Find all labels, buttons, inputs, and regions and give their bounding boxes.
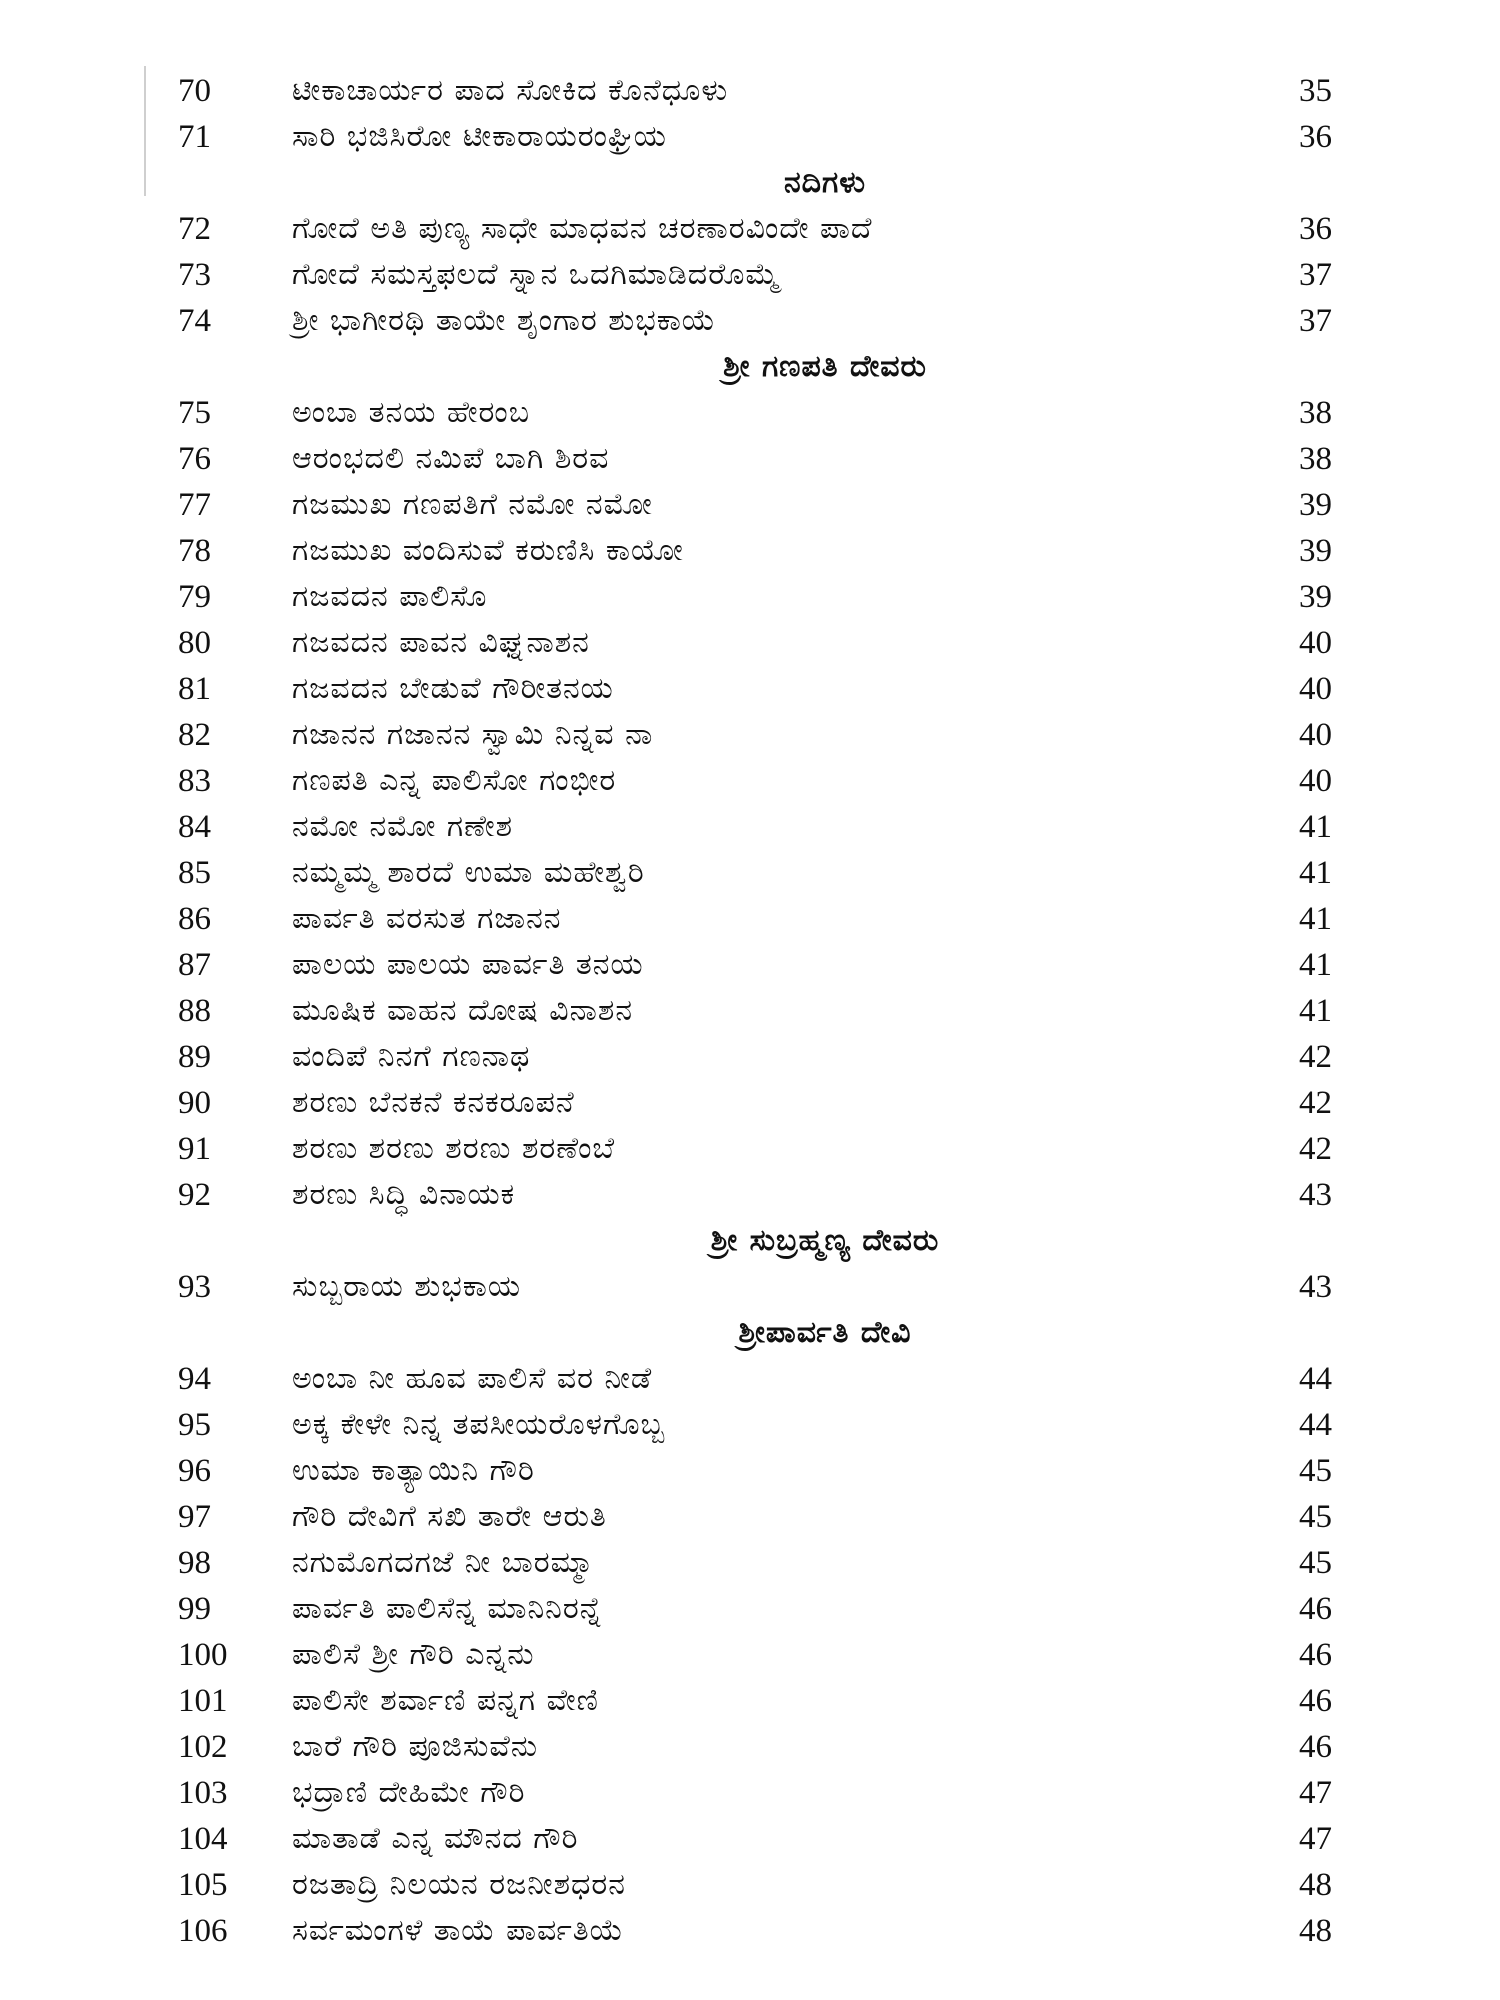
- entry-page: 45: [1299, 1499, 1332, 1535]
- toc-entry: [0, 68, 1500, 114]
- entry-page: 40: [1299, 625, 1332, 661]
- entry-page: 44: [1299, 1361, 1332, 1397]
- entry-number: 94: [178, 1361, 211, 1397]
- entry-title: ಆರಂಭದಲಿ ನಮಿಪೆ ಬಾಗಿ ಶಿರವ: [292, 441, 610, 476]
- toc-entry: [0, 1678, 1500, 1724]
- entry-title: ನಮೋ ನಮೋ ಗಣೇಶ: [292, 809, 514, 844]
- toc-entry: [0, 252, 1500, 298]
- entry-number: 71: [178, 119, 211, 155]
- entry-number: 82: [178, 717, 211, 753]
- entry-title: ಗಜಮುಖ ಗಣಪತಿಗೆ ನಮೋ ನಮೋ: [292, 487, 653, 522]
- entry-title: ಗಜವದನ ಪಾವನ ವಿಘ್ನನಾಶನ: [292, 625, 590, 660]
- entry-title: ಪಾಲಿಸೆ ಶ್ರೀ ಗೌರಿ ಎನ್ನನು: [292, 1637, 535, 1672]
- entry-page: 43: [1299, 1269, 1332, 1305]
- entry-page: 46: [1299, 1729, 1332, 1765]
- entry-title: ಗಜವದನ ಪಾಲಿಸೊ: [292, 579, 488, 614]
- toc-entry: [0, 1954, 1500, 2000]
- entry-title: ಶರಣು ಶರಣು ಶರಣು ಶರಣೆಂಬೆ: [292, 1131, 616, 1166]
- entry-page: 41: [1299, 855, 1332, 891]
- entry-number: 90: [178, 1085, 211, 1121]
- entry-title: ಅಕ್ಕ ಕೇಳೇ ನಿನ್ನ ತಪಸೀಯರೊಳಗೊಬ್ಬ: [292, 1407, 666, 1442]
- entry-number: 78: [178, 533, 211, 569]
- entry-number: 86: [178, 901, 211, 937]
- entry-page: 45: [1299, 1453, 1332, 1489]
- toc-entry: [0, 1540, 1500, 1586]
- toc-entry: [0, 482, 1500, 528]
- entry-number: 100: [178, 1637, 228, 1673]
- entry-page: 41: [1299, 993, 1332, 1029]
- entry-number: 81: [178, 671, 211, 707]
- toc-entry: [0, 1402, 1500, 1448]
- entry-page: 36: [1299, 211, 1332, 247]
- toc-entry: [0, 1586, 1500, 1632]
- entry-title: ಸಾರಿ ಭಜಿಸಿರೋ ಟೀಕಾರಾಯರಂಘ್ರಿಯ: [292, 119, 667, 154]
- entry-page: 45: [1299, 1545, 1332, 1581]
- section-heading: ಶ್ರೀ ಸುಬ್ರಹ್ಮಣ್ಯ ದೇವರು: [710, 1223, 940, 1258]
- toc-entry: [0, 1632, 1500, 1678]
- entry-title: ನಗುಮೊಗದಗಜೆ ನೀ ಬಾರಮ್ಮಾ: [292, 1545, 595, 1580]
- entry-title: ವಂದಿಪೆ ನಿನಗೆ ಗಣನಾಥ: [292, 1039, 531, 1074]
- entry-number: 97: [178, 1499, 211, 1535]
- toc-entry: [0, 1862, 1500, 1908]
- entry-title: ನಮ್ಮಮ್ಮ ಶಾರದೆ ಉಮಾ ಮಹೇಶ್ವರಿ: [292, 855, 645, 890]
- toc-entry: [0, 528, 1500, 574]
- entry-number: 77: [178, 487, 211, 523]
- toc-entry: [0, 988, 1500, 1034]
- entry-title: ಉಮಾ ಕಾತ್ಯಾಯಿನಿ ಗೌರಿ: [292, 1453, 535, 1488]
- entry-number: 104: [178, 1821, 228, 1857]
- entry-number: 96: [178, 1453, 211, 1489]
- entry-page: 37: [1299, 257, 1332, 293]
- entry-number: 87: [178, 947, 211, 983]
- entry-number: 89: [178, 1039, 211, 1075]
- entry-number: 84: [178, 809, 211, 845]
- entry-number: 102: [178, 1729, 228, 1765]
- entry-page: 48: [1299, 1913, 1332, 1949]
- entry-title: ಶ್ರೀ ಭಾಗೀರಥಿ ತಾಯೇ ಶೃಂಗಾರ ಶುಭಕಾಯೆ: [292, 303, 717, 338]
- entry-page: 47: [1299, 1821, 1332, 1857]
- entry-number: 70: [178, 73, 211, 109]
- entry-title: ಮಾತಾಡೆ ಎನ್ನ ಮೌನದ ಗೌರಿ: [292, 1821, 579, 1856]
- toc-entry: [0, 114, 1500, 160]
- entry-number: 91: [178, 1131, 211, 1167]
- entry-title: ಶರಣು ಬೆನಕನೆ ಕನಕರೂಪನೆ: [292, 1085, 575, 1120]
- entry-title: ಗೌರಿ ದೇವಿಗೆ ಸಖಿ ತಾರೇ ಆರುತಿ: [292, 1499, 607, 1534]
- toc-entry: [0, 1034, 1500, 1080]
- entry-title: ಬಾರೆ ಗೌರಿ ಪೂಜಿಸುವೆನು: [292, 1729, 539, 1764]
- entry-title: ಅಂಬಾ ತನಯ ಹೇರಂಬ: [292, 395, 531, 430]
- toc-entry: [0, 1448, 1500, 1494]
- entry-number: 74: [178, 303, 211, 339]
- entry-page: 44: [1299, 1407, 1332, 1443]
- entry-number: 101: [178, 1683, 228, 1719]
- toc-entry: [0, 1126, 1500, 1172]
- entry-page: 42: [1299, 1131, 1332, 1167]
- entry-page: 39: [1299, 579, 1332, 615]
- entry-page: 46: [1299, 1637, 1332, 1673]
- toc-entry: [0, 1264, 1500, 1310]
- entry-page: 46: [1299, 1591, 1332, 1627]
- toc-entry: [0, 1816, 1500, 1862]
- entry-title: ಸುಬ್ಬರಾಯ ಶುಭಕಾಯ: [292, 1269, 522, 1304]
- toc-entry: [0, 758, 1500, 804]
- entry-title: ಪಾಲಯ ಪಾಲಯ ಪಾರ್ವತಿ ತನಯ: [292, 947, 644, 982]
- toc-entry: [0, 390, 1500, 436]
- toc-entry: [0, 1908, 1500, 1954]
- section-heading: ಶ್ರೀಪಾರ್ವತಿ ದೇವಿ: [738, 1315, 912, 1350]
- toc-entry: [0, 1494, 1500, 1540]
- entry-number: 72: [178, 211, 211, 247]
- entry-number: 106: [178, 1913, 228, 1949]
- entry-page: 41: [1299, 901, 1332, 937]
- entry-page: 40: [1299, 763, 1332, 799]
- entry-title: ಪಾರ್ವತಿ ವರಸುತ ಗಜಾನನ: [292, 901, 562, 936]
- entry-page: 48: [1299, 1867, 1332, 1903]
- entry-number: 99: [178, 1591, 211, 1627]
- entry-page: 39: [1299, 487, 1332, 523]
- entry-title: ಮೂಷಿಕ ವಾಹನ ದೋಷ ವಿನಾಶನ: [292, 993, 633, 1028]
- entry-number: 93: [178, 1269, 211, 1305]
- entry-number: 80: [178, 625, 211, 661]
- entry-page: 40: [1299, 671, 1332, 707]
- entry-page: 42: [1299, 1039, 1332, 1075]
- toc-entry: [0, 1356, 1500, 1402]
- toc-entry: [0, 1770, 1500, 1816]
- toc-entry: [0, 896, 1500, 942]
- entry-title: ಟೀಕಾಚಾರ್ಯರ ಪಾದ ಸೋಕಿದ ಕೊನೆಧೂಳು: [292, 73, 729, 108]
- entry-number: 76: [178, 441, 211, 477]
- entry-number: 92: [178, 1177, 211, 1213]
- entry-title: ಗಜಮುಖ ವಂದಿಸುವೆ ಕರುಣಿಸಿ ಕಾಯೋ: [292, 533, 684, 568]
- entry-page: 42: [1299, 1085, 1332, 1121]
- entry-number: 95: [178, 1407, 211, 1443]
- entry-number: 75: [178, 395, 211, 431]
- entry-number: 88: [178, 993, 211, 1029]
- toc-entry: [0, 804, 1500, 850]
- entry-title: ಶರಣು ಸಿದ್ಧಿ ವಿನಾಯಕ: [292, 1177, 516, 1212]
- toc-entry: [0, 1080, 1500, 1126]
- entry-number: 79: [178, 579, 211, 615]
- entry-number: 103: [178, 1775, 228, 1811]
- entry-page: 37: [1299, 303, 1332, 339]
- entry-number: 85: [178, 855, 211, 891]
- entry-title: ಗಜವದನ ಬೇಡುವೆ ಗೌರೀತನಯ: [292, 671, 614, 706]
- entry-title: ಪಾಲಿಸೇ ಶರ್ವಾಣಿ ಪನ್ನಗ ವೇಣಿ: [292, 1683, 599, 1718]
- table-of-contents: [0, 68, 1500, 2000]
- entry-title: ಗಜಾನನ ಗಜಾನನ ಸ್ವಾಮಿ ನಿನ್ನವ ನಾ: [292, 717, 654, 752]
- entry-page: 41: [1299, 809, 1332, 845]
- toc-entry: [0, 1172, 1500, 1218]
- entry-title: ಗೋದೆ ಸಮಸ್ತಫಲದೆ ಸ್ನಾನ ಒದಗಿಮಾಡಿದರೊಮ್ಮೆ: [292, 257, 781, 292]
- entry-page: 41: [1299, 947, 1332, 983]
- section-heading: ಶ್ರೀ ಗಣಪತಿ ದೇವರು: [723, 349, 927, 384]
- entry-page: 38: [1299, 441, 1332, 477]
- entry-page: 46: [1299, 1683, 1332, 1719]
- entry-title: ಪಾರ್ವತಿ ಪಾಲಿಸೆನ್ನ ಮಾನಿನಿರನ್ನೆ: [292, 1591, 603, 1626]
- entry-number: 73: [178, 257, 211, 293]
- toc-entry: [0, 574, 1500, 620]
- toc-entry: [0, 620, 1500, 666]
- entry-page: 40: [1299, 717, 1332, 753]
- entry-title: ಅಂಬಾ ನೀ ಹೂವ ಪಾಲಿಸೆ ವರ ನೀಡೆ: [292, 1361, 653, 1396]
- toc-entry: [0, 712, 1500, 758]
- entry-number: 83: [178, 763, 211, 799]
- toc-entry: [0, 1724, 1500, 1770]
- toc-entry: [0, 666, 1500, 712]
- entry-title: ರಜತಾದ್ರಿ ನಿಲಯನ ರಜನೀಶಧರನ: [292, 1867, 626, 1902]
- entry-number: 98: [178, 1545, 211, 1581]
- entry-title: ಗೋದೆ ಅತಿ ಪುಣ್ಯ ಸಾಧೇ ಮಾಧವನ ಚರಣಾರವಿಂದೇ ಪಾದೆ: [292, 211, 873, 246]
- entry-page: 35: [1299, 73, 1332, 109]
- entry-page: 36: [1299, 119, 1332, 155]
- toc-entry: [0, 942, 1500, 988]
- entry-page: 39: [1299, 533, 1332, 569]
- toc-entry: [0, 436, 1500, 482]
- entry-title: ಗಣಪತಿ ಎನ್ನ ಪಾಲಿಸೋ ಗಂಭೀರ: [292, 763, 617, 798]
- toc-entry: [0, 850, 1500, 896]
- entry-page: 47: [1299, 1775, 1332, 1811]
- toc-entry: [0, 298, 1500, 344]
- entry-number: 105: [178, 1867, 228, 1903]
- entry-title: ಸರ್ವಮಂಗಳೆ ತಾಯೆ ಪಾರ್ವತಿಯೆ: [292, 1913, 625, 1948]
- entry-page: 43: [1299, 1177, 1332, 1213]
- toc-entry: [0, 206, 1500, 252]
- section-heading: ನದಿಗಳು: [783, 165, 867, 200]
- entry-page: 38: [1299, 395, 1332, 431]
- entry-title: ಭದ್ರಾಣಿ ದೇಹಿಮೇ ಗೌರಿ: [292, 1775, 526, 1810]
